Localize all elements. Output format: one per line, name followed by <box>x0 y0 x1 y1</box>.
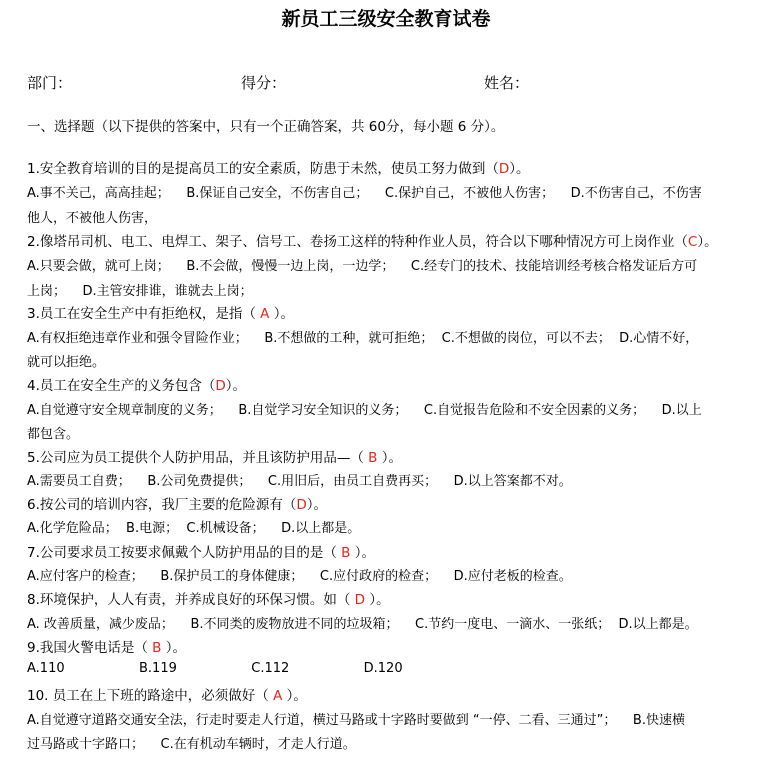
question-10 <box>27 684 307 704</box>
options-line: A.110 B.119 C.112 D.120 <box>27 661 403 676</box>
answer-mark: B <box>152 640 162 656</box>
question-2 <box>27 230 718 250</box>
options-line: A.自觉遵守道路交通安全法，行走时要走人行道，横过马路或十字路时要做到 “一停、二看、三通过”； B.快速横 <box>27 713 685 728</box>
options-line: 就可以拒绝。 <box>27 355 106 370</box>
question-text: 4.员工在安全生产的义务包含（ <box>27 378 216 394</box>
question-text: 7.公司要求员工按要求佩戴个人防护用品的目的是（ <box>27 545 342 561</box>
options-line: A.自觉遵守安全规章制度的义务； B.自觉学习安全知识的义务； C.自觉报告危险和不安全因素的义务； D.以上 <box>27 403 702 418</box>
question-text-end: ）。 <box>377 450 402 466</box>
answer-mark: D <box>215 378 226 394</box>
answer-mark: B <box>368 450 378 466</box>
answer-mark: D <box>354 592 366 608</box>
question-text-end: ）。 <box>161 640 186 656</box>
name-label: 姓名： <box>484 74 530 92</box>
question-text-end: ）。 <box>306 497 328 513</box>
answer-mark: B <box>341 545 351 561</box>
question-text: 5.公司应为员工提供个人防护用品，并且该防护用品—（ <box>27 450 369 466</box>
options-line: A.有权拒绝违章作业和强令冒险作业； B.不想做的工种，就可拒绝； C.不想做的岗位，可以不去； D.心情不好， <box>27 331 699 346</box>
question-text-end: ）。 <box>697 234 718 250</box>
options-line: A. 改善质量，减少废品； B.不同类的废物放进不同的垃圾箱； C.节约一度电、一滴水、一张纸； D.以上都是。 <box>27 617 698 632</box>
options-line: 都包含。 <box>27 427 80 442</box>
options-line: A.化学危险品； B.电源； C.机械设备； D.以上都是。 <box>27 521 361 536</box>
options-line: 他人，不被他人伤害， <box>27 211 158 226</box>
question-6 <box>27 493 327 513</box>
question-text-end: ）。 <box>509 161 530 177</box>
answer-mark: D <box>296 497 307 513</box>
answer-mark: A <box>273 688 283 704</box>
question-text-end: ）。 <box>350 545 375 561</box>
question-text: 1.安全教育培训的目的是提高员工的安全素质，防患于未然，使员工努力做到（ <box>27 161 499 177</box>
question-text: 2.像塔吊司机、电工、电焊工、架子、信号工、卷扬工这样的特种作业人员，符合以下哪种情况方可上岗作业（ <box>27 234 688 250</box>
question-text: 3.员工在安全生产中有拒绝权，是指（ <box>27 306 261 322</box>
question-text-end: ）。 <box>225 378 247 394</box>
question-5 <box>27 446 402 466</box>
question-text: 10. 员工在上下班的路途中，必须做好（ <box>27 688 274 704</box>
question-1 <box>27 157 530 177</box>
options-line: A.只要会做，就可上岗； B.不会做，慢慢一边上岗，一边学； C.经专门的技术、技能培训经考核合格发证后方可 <box>27 259 698 274</box>
options-line: A.事不关己，高高挂起； B.保证自己安全，不伤害自己； C.保护自己，不被他人伤害； D.不伤害自己，不伤害 <box>27 186 702 201</box>
question-4 <box>27 374 246 394</box>
section-heading: 一、选择题（以下提供的答案中，只有一个正确答案，共 60分，每小题 6 分）。 <box>27 119 505 135</box>
options-line: 上岗； D.主管安排谁，谁就去上岗； <box>27 284 253 299</box>
question-text-end: ）。 <box>365 592 390 608</box>
answer-mark: D <box>498 161 510 177</box>
question-3 <box>27 302 294 322</box>
answer-mark: A <box>260 306 270 322</box>
question-8 <box>27 588 390 608</box>
question-text-end: ）。 <box>269 306 294 322</box>
score-label: 得分： <box>241 74 287 92</box>
options-line: A.需要员工自费； B.公司免费提供； C.用旧后，由员工自费再买； D.以上答案都不对。 <box>27 474 572 489</box>
question-7 <box>27 541 375 561</box>
question-text-end: ）。 <box>282 688 307 704</box>
department-label: 部门： <box>27 74 73 92</box>
question-text: 8.环境保护，人人有责，并养成良好的环保习惯。如（ <box>27 592 355 608</box>
answer-mark: C <box>687 234 698 250</box>
question-9 <box>27 636 186 656</box>
page-title: 新员工三级安全教育试卷 <box>281 8 491 30</box>
options-line: A.应付客户的检查； B.保护员工的身体健康； C.应付政府的检查； D.应付老板的检查。 <box>27 569 572 584</box>
question-text: 9.我国火警电话是（ <box>27 640 153 656</box>
question-text: 6.按公司的培训内容，我厂主要的危险源有（ <box>27 497 297 513</box>
options-line: 过马路或十字路口； C.在有机动车辆时，才走人行道。 <box>27 737 356 752</box>
